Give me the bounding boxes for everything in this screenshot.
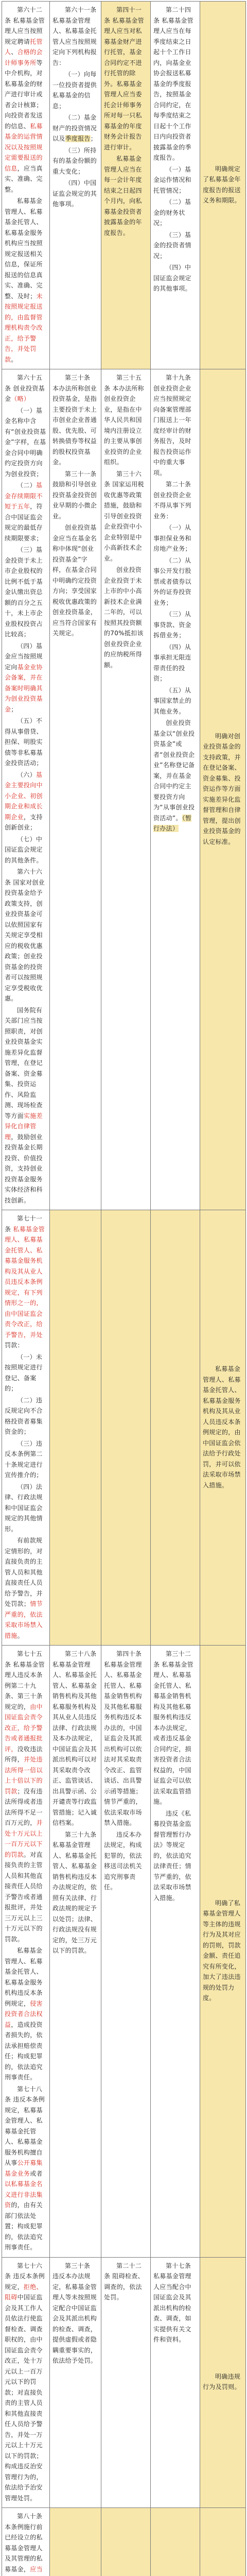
text-span: （四）法律、行政法规和中国证监会规定的其他情形。 — [5, 1483, 43, 1533]
text-span: 违反本办法规定，构成犯罪的，依法移送司法机关追究刑事责任。 — [104, 1831, 142, 1891]
change-note-cell — [200, 2, 246, 369]
highlighted-text: 未按照规定报送的，由监督管理机构责令改正，给予警告，并处罚款 — [5, 292, 43, 363]
regulation-old-text-a-cell — [50, 1646, 101, 2258]
paragraph — [5, 196, 47, 365]
text-span: 第三十二条 私募基金管理人、私募基金托管人、私募基金销售机构及其他私募服务机构违反本办法规定，或者违反基金合同约定，损害投资者合法权益的，中国证监会可以依法采取监管措施。 — [153, 1650, 193, 1805]
regulation-old-text-c-cell — [151, 1646, 200, 2258]
text-span: 第十七条 私募基金管理人应当配合中国证监会及其派出机构的检查、调查，如实提供有关文件和资料。 — [153, 2262, 191, 2343]
paragraph — [52, 69, 98, 111]
text-span: 中国证监会及其工作人员依法行使监督检查、调查职权的，由中国证监会责令改正，处十万元以上一百万元以下的罚款；对直接负责的主管人员和其他直接责任人员给予警告，并处一万元以上十万元以下的罚款；构成违反治安管理行为的，依法给予治安管理处罚。 — [5, 2294, 43, 2502]
regulation-old-text-c-cell — [151, 369, 200, 1210]
highlighted-text: 公开募集基金业务 — [5, 2159, 43, 2177]
regulation-new-text-cell — [2, 1210, 50, 1646]
text-span: 。对直接负责的主管人员和其他直接责任人员给予警告或者通报批评，并处三万元以上三十万元以下的罚款。 — [5, 1851, 43, 1943]
text-span: （三）违反本条例第二十条规定进行宣传推介的； — [5, 1439, 43, 1479]
paragraph — [52, 1829, 98, 1956]
text-span: （三）所持有的基金份额的重大变化； — [52, 146, 97, 175]
text-span: 国务院有关部门应当按照职责，对创业投资基金实施差异化监督管理，在登记备案、资金募集、投资运作、风险监测、现场检查等方面 — [5, 1006, 43, 1120]
text-span: 第四十一条 私募基金管理人应当对私募基金财产进行托管，基金合同约定不进行托管的除外。私募基金管理人应当委托会计师事务所对每一只私募基金的年度财务会计报告进行审计。 — [104, 6, 144, 151]
text-span: 第三十六条 国家运用税收优惠等政策措施，鼓励和引导创业投资企业投资中小企业特别是中小高新技术企业。 — [104, 470, 144, 562]
paragraph — [52, 469, 98, 522]
text-span: 等中介机构，对私募基金的财产进行审计或者会计核算；向投资者发送的信息、 — [5, 59, 43, 130]
table-row — [2, 1210, 246, 1646]
change-note-cell — [200, 1210, 246, 1646]
regulation-new-text-cell — [2, 1646, 50, 2258]
paragraph — [153, 685, 197, 717]
text-span: 创业投资基金以“创业投资基金”或者“创业投资企业”名称登记备案，并在基金合同中约定主要投资方向为“从事创业投资活动”。 — [153, 719, 195, 822]
regulation-old-text-a-cell — [50, 369, 101, 1210]
text-span: （二）基金财产的投资情况以及 — [52, 114, 97, 142]
paragraph — [203, 164, 243, 206]
paragraph — [104, 154, 148, 238]
text-span: ，支持创新创业； — [5, 813, 43, 831]
highlighted-text: 合格的会计师事务所 — [5, 48, 43, 66]
change-note-cell — [200, 2257, 246, 2508]
text-span: （六） — [17, 771, 36, 778]
text-span: （四）基金应当按照规定向 — [5, 642, 43, 671]
paragraph — [104, 1829, 148, 1893]
text-span: 的，由有关部门依法处置；构成犯罪的，依法追究刑事责任。 — [5, 2201, 43, 2251]
paragraph — [153, 479, 197, 521]
paragraph — [5, 1352, 47, 1394]
paragraph — [5, 545, 47, 640]
paragraph — [153, 2261, 197, 2345]
text-span: 明确对创业投资基金的支持政策，并在登记备案、资金募集、投资运作等方面实施差异化监督管理和自律管理，提出创业投资基金的认定标准。 — [203, 732, 241, 845]
text-span: 私募基金管理人、私募基金托管人、私募基金服务机构及其从业人员违反本条例规定的，由中国证监会依法给予行政处罚，并可以依法采取市场禁入措施。 — [203, 1365, 241, 1489]
text-span: 第七十六条 违反本条例规定， — [5, 2262, 45, 2291]
text-span: 、 — [11, 48, 17, 56]
regulation-old-text-c-cell — [151, 2257, 200, 2508]
paragraph — [203, 1364, 243, 1490]
text-span: 。 — [17, 1632, 24, 1639]
table-row — [2, 369, 246, 1210]
paragraph — [104, 372, 148, 468]
regulation-old-text-a-cell — [50, 2, 101, 369]
change-note-cell — [200, 369, 246, 1210]
highlighted-text: 情节严重的，依法采取市场禁入措施 — [5, 1600, 43, 1639]
text-span: （一）基金名称中含有“创业投资基金”字样，在基金合同中明确约定投资方向为创业投资； — [5, 406, 46, 478]
text-span: （五）从事国家禁止的其他业务。 — [153, 686, 191, 715]
text-span: 第七十八条 违反本条例规定，私募基金管理人、私募基金托管人、私募基金服务机构擅自从事 — [5, 2085, 45, 2166]
paragraph — [153, 522, 197, 554]
paragraph — [5, 1535, 47, 1641]
text-span: 第七十一条 — [5, 1215, 43, 1233]
highlighted-text: 私募基金管理人、私募基金托管人、私募基金服务机构及其从业人员违反本条例规定，有下列情形之一的，由中国证监会责令改正，给予警告，并处 — [5, 1225, 45, 1338]
paragraph — [153, 1649, 197, 1807]
text-span: （四）中国证监会规定的其他事项。 — [153, 264, 191, 292]
text-span: 创业投资企业投资于未上市的中小高新技术企业满二年的，可以按照其投资额的70%抵扣该创业投资企业的应纳税所得额。 — [104, 566, 144, 669]
text-span: 第六十一条 私募基金管理人、私募基金托管人应当按照规定向下列机构报告： — [52, 6, 97, 66]
text-span: 第十九条 创业投资企业应当按照规定向备案管理部门报送上一年度经审计的财务报告，及时报告投资运作中的重大事项。 — [153, 374, 191, 477]
paragraph — [5, 834, 47, 866]
text-span: 第八十条 本条例施行前已经设立的私募基金管理人及其管理的私募基金， — [5, 2513, 43, 2573]
highlighted-text: 基金业协会备案，并在备案时明确其为创业投资基金 — [5, 663, 43, 713]
highlighted-text: 并处违法所得一倍以上十倍以下的罚款 — [5, 1756, 43, 1795]
regulation-old-text-b-cell — [101, 2257, 151, 2508]
text-span: ；没有违法所得或者违法所得不足一百万元的， — [5, 1787, 43, 1826]
paragraph — [153, 230, 197, 262]
text-span: 第六十六条 国家对创业投资基金给予政策支持，创业投资基金可以依照国家有关规定享受相应的税收优惠政策；创业投资基金的投资者可以按照规定享受税收优惠。 — [5, 868, 45, 1002]
highlighted-text: 基金存续期限不短于五年 — [5, 482, 43, 510]
paragraph — [5, 2084, 47, 2253]
paragraph — [5, 2511, 47, 2576]
text-span: 没收违法所得， — [5, 1745, 43, 1763]
paragraph — [104, 5, 148, 152]
text-span: 罚款： — [5, 1342, 24, 1349]
text-span: ； — [11, 705, 17, 713]
text-span: ，应当真实、准确、完整。 — [5, 164, 43, 193]
paragraph — [5, 480, 47, 544]
paragraph — [5, 716, 47, 769]
regulation-new-text-cell — [2, 369, 50, 1210]
text-span: （一）向每一位投资者提供私募基金的信息； — [52, 71, 97, 110]
paragraph — [104, 1649, 148, 1828]
highlighted-text: 由中国证监会责令改正，给予警告或者通报批评， — [5, 1703, 43, 1753]
paragraph — [153, 1808, 197, 1904]
paragraph — [153, 197, 197, 229]
paragraph — [5, 372, 47, 404]
change-note-cell — [200, 2508, 246, 2576]
paragraph — [5, 641, 47, 715]
text-span: 第三十九条 私募基金管理人、私募基金托管人、私募基金销售机构违反本办法规定的，依照有关法律、行政法规的规定予以处罚；法律、行政法规没有规定的，处三万元以下的罚款。 — [52, 1831, 97, 1954]
regulation-old-text-b-cell — [101, 2, 151, 369]
paragraph — [203, 2371, 243, 2393]
text-span: 私募基金管理人、私募基金托管人、私募基金服务机构应当按照规定报送相关信息，保证所报送的信息真实、准确、完整、及时； — [5, 197, 43, 300]
regulation-comparison-document — [0, 1, 247, 2576]
paragraph — [5, 1438, 47, 1481]
highlighted-text: 基金主要投向中小企业、初创期企业和成长期企业 — [5, 771, 43, 821]
regulation-old-text-c-cell — [151, 1210, 200, 1646]
paragraph — [5, 405, 47, 480]
highlighted-text: （略） — [11, 395, 30, 402]
text-span: 有前款规定情形的，对直接负责的主管人员和其他直接责任人员给予警告，并处罚款； — [5, 1537, 43, 1607]
paragraph — [153, 372, 197, 478]
regulation-old-text-a-cell — [50, 2257, 101, 2508]
text-span: （二）从事公开发行股票或者债券以外的证券投资业务； — [153, 556, 191, 606]
highlighted-text: 侵害投资者合法权益 — [5, 1999, 43, 2028]
regulation-old-text-b-cell — [101, 1646, 151, 2258]
paragraph — [52, 145, 98, 177]
paragraph — [104, 2261, 148, 2303]
text-span: 第七十五条 私募基金管理人违反本条例第二十九条、第三十条规定的， — [5, 1650, 45, 1710]
marked-text: 季度报告 — [65, 135, 91, 142]
regulation-comparison-table — [2, 1, 246, 2576]
text-span: ； — [90, 135, 97, 142]
text-span: 第六十五条 创业投资基金 — [5, 374, 45, 402]
text-span: （三）从事贷款、资金拆借业务； — [153, 611, 191, 639]
text-span: （五）不得从事借贷、担保、明股实债等非私募基金投资活动； — [5, 717, 43, 767]
regulation-old-text-a-cell — [50, 1210, 101, 1646]
text-span: （三）基金的投资者情况； — [153, 231, 191, 260]
text-span: 第二十二条 阻碍检查、调查的，依法处罚。 — [104, 2262, 144, 2301]
text-span: 创业投资基金应当在基金名称中体现“创业投资基金”字样，在基金合同中明确约定投资方向；享受国家税收优惠政策的创业投资基金，应当符合国家有关规定。 — [52, 524, 97, 637]
paragraph — [5, 1649, 47, 1944]
change-note-cell — [200, 1646, 246, 2258]
paragraph — [5, 5, 47, 195]
paragraph — [52, 178, 98, 210]
text-span: 私募基金管理人、私募基金托管人、私募基金服务机构违反本条例规定， — [5, 1947, 43, 2007]
highlighted-text: 并处十万元以上一百万元以下的罚款 — [5, 1819, 43, 1858]
text-span: 违反《私募投资基金监督管理暂行办法》等规定的，依法追究法律责任；情节严重的，依法采取市场禁入措施。 — [153, 1809, 191, 1902]
paragraph — [5, 2261, 47, 2504]
paragraph — [153, 164, 197, 196]
text-span: 明确了私募基金管理人等主体的违规行为及其对应的罚则，罚款金额、责任追究有所变化，加大了违法违规的处罚力度。 — [203, 1899, 241, 2002]
paragraph — [5, 1213, 47, 1351]
text-span: 。 — [11, 355, 17, 363]
paragraph — [104, 565, 148, 670]
paragraph — [153, 609, 197, 641]
table-row — [2, 2508, 246, 2576]
text-span: （三）基金投资于未上市企业股权的比例不低于基金认缴出资总额的百分之五十，未上市企业股权投资占比较高； — [5, 546, 43, 638]
regulation-old-text-b-cell — [101, 2508, 151, 2576]
text-span: 明确规定了私募基金年度报告的报送义务和期限。 — [203, 165, 241, 204]
regulation-old-text-a-cell — [50, 2508, 101, 2576]
table-row — [2, 1646, 246, 2258]
highlighted-text: 应当 — [30, 2565, 43, 2573]
regulation-old-text-c-cell — [151, 2, 200, 369]
table-row — [2, 2, 246, 369]
text-span: ，鼓励创业投资基金长期投资、价值投资，支持创业投资基金服务实体经济和科技创新。 — [5, 1133, 43, 1204]
text-span: 第三十一条 鼓励和引导创业投资基金投资创业早期的小微企业。 — [52, 470, 97, 520]
paragraph — [5, 770, 47, 833]
regulation-new-text-cell — [2, 2508, 50, 2576]
paragraph — [52, 5, 98, 68]
text-span: （一）基金运作情况和托管情况； — [153, 165, 191, 194]
paragraph — [153, 718, 197, 834]
text-span: （二）违反规定向不合格投资者募集资金的； — [5, 1396, 43, 1435]
paragraph — [52, 112, 98, 144]
paragraph — [153, 642, 197, 684]
paragraph — [153, 555, 197, 608]
paragraph — [5, 1945, 47, 2083]
text-span: ，造成投资者损失的，依法承担赔偿责任；构成犯罪的，依法追究刑事责任。 — [5, 2021, 43, 2081]
regulation-new-text-cell — [2, 2, 50, 369]
text-span: 第四十条 私募基金管理人、私募基金托管人、私募基金销售机构及其他私募服务机构违反本办法的，中国证监会及其派出机构可以依法对其采取责令改正、监管谈话、出具警示函等措施；情节严重的，依法采取市场禁入措施。 — [104, 1650, 142, 1826]
text-span: （二）基金的财务状况； — [153, 198, 191, 227]
highlighted-text: 拒绝、阻碍 — [5, 2283, 43, 2301]
text-span: 第二十条 创业投资企业不得从事下列业务： — [153, 481, 191, 520]
paragraph — [52, 2261, 98, 2366]
regulation-old-text-b-cell — [101, 369, 151, 1210]
text-span: 第三十条 本办法所称创业投资基金，是指主要投资于未上市创业企业普通股、优先股、可转换债券等权益的股权投资基金。 — [52, 374, 97, 466]
marked-text: （暂行办法） — [153, 814, 192, 832]
text-span: 第三十条 违反本办法规定，私募基金管理人等未按照规定配合中国证监会及其派出机构的检查、调查，提供虚假或者隐瞒重要事实的，依法给予处罚。 — [52, 2262, 97, 2364]
text-span: 或者 — [30, 2170, 43, 2177]
paragraph — [153, 262, 197, 294]
paragraph — [203, 1898, 243, 2004]
text-span: 第三十五条 本办法所称创业投资企业，是指在中华人民共和国境内注册设立的主要从事创业投资的企业组织。 — [104, 374, 144, 466]
regulation-old-text-b-cell — [101, 1210, 151, 1646]
text-span: （四）从事承担无限连带责任的投资； — [153, 643, 191, 682]
paragraph — [203, 731, 243, 848]
text-span: ，符合中国证监会规定的最低存续期限要求； — [5, 503, 43, 542]
text-span: 私募基金管理人应当在每一会计年度结束之日起四个月内，向私募基金投资者披露基金的年度报告。 — [104, 155, 142, 236]
paragraph — [5, 867, 47, 1004]
regulation-new-text-cell — [2, 2257, 50, 2508]
paragraph — [52, 522, 98, 639]
text-span: 第三十八条 私募基金管理人、私募基金托管人、私募基金销售机构及其他私募服务机构及其从业人员违反法律、行政法规及本办法规定，中国证监会及其派出机构可以对其采取责令改正、监管谈话、出具警示函、公开谴责等行政监管措施；记入诚信档案。 — [52, 1650, 97, 1826]
paragraph — [52, 1649, 98, 1828]
paragraph — [5, 1005, 47, 1206]
highlighted-text: 私募基金的运营情况以及按照规定需要报送的信息 — [5, 122, 43, 172]
table-row — [2, 2257, 246, 2508]
text-span: 第二十四条 私募基金管理人应当在每季度结束之日起十个工作日内，向基金业协会报送私募基金的季度报告，按照基金合同约定，在每季度结束之日起十个工作日内向投资者披露基金的季度报告。 — [153, 6, 193, 161]
paragraph — [153, 5, 197, 163]
highlighted-text: 实施差异化自律管理 — [5, 1112, 43, 1141]
text-span: （四）中国证监会规定的其他事项。 — [52, 179, 97, 208]
text-span: （二） — [17, 482, 36, 489]
paragraph — [5, 1482, 47, 1535]
text-span: （一）从事担保业务和房地产业务； — [153, 524, 191, 552]
regulation-old-text-c-cell — [151, 2508, 200, 2576]
text-span: （七）中国证监会规定的其他条件。 — [5, 835, 43, 864]
highlighted-text: 以私募基金名义进行非法集资 — [5, 2180, 43, 2209]
text-span: 明确违规行为及罚则。 — [203, 2372, 241, 2391]
text-span: （一）未按照规定进行登记、备案的； — [5, 1353, 43, 1392]
paragraph — [52, 372, 98, 468]
paragraph — [104, 469, 148, 564]
text-span: 第六十二条 私募基金管理人应当按照规定聘请 — [5, 6, 45, 45]
paragraph — [5, 1395, 47, 1437]
highlighted-text: 托管人 — [5, 38, 43, 56]
